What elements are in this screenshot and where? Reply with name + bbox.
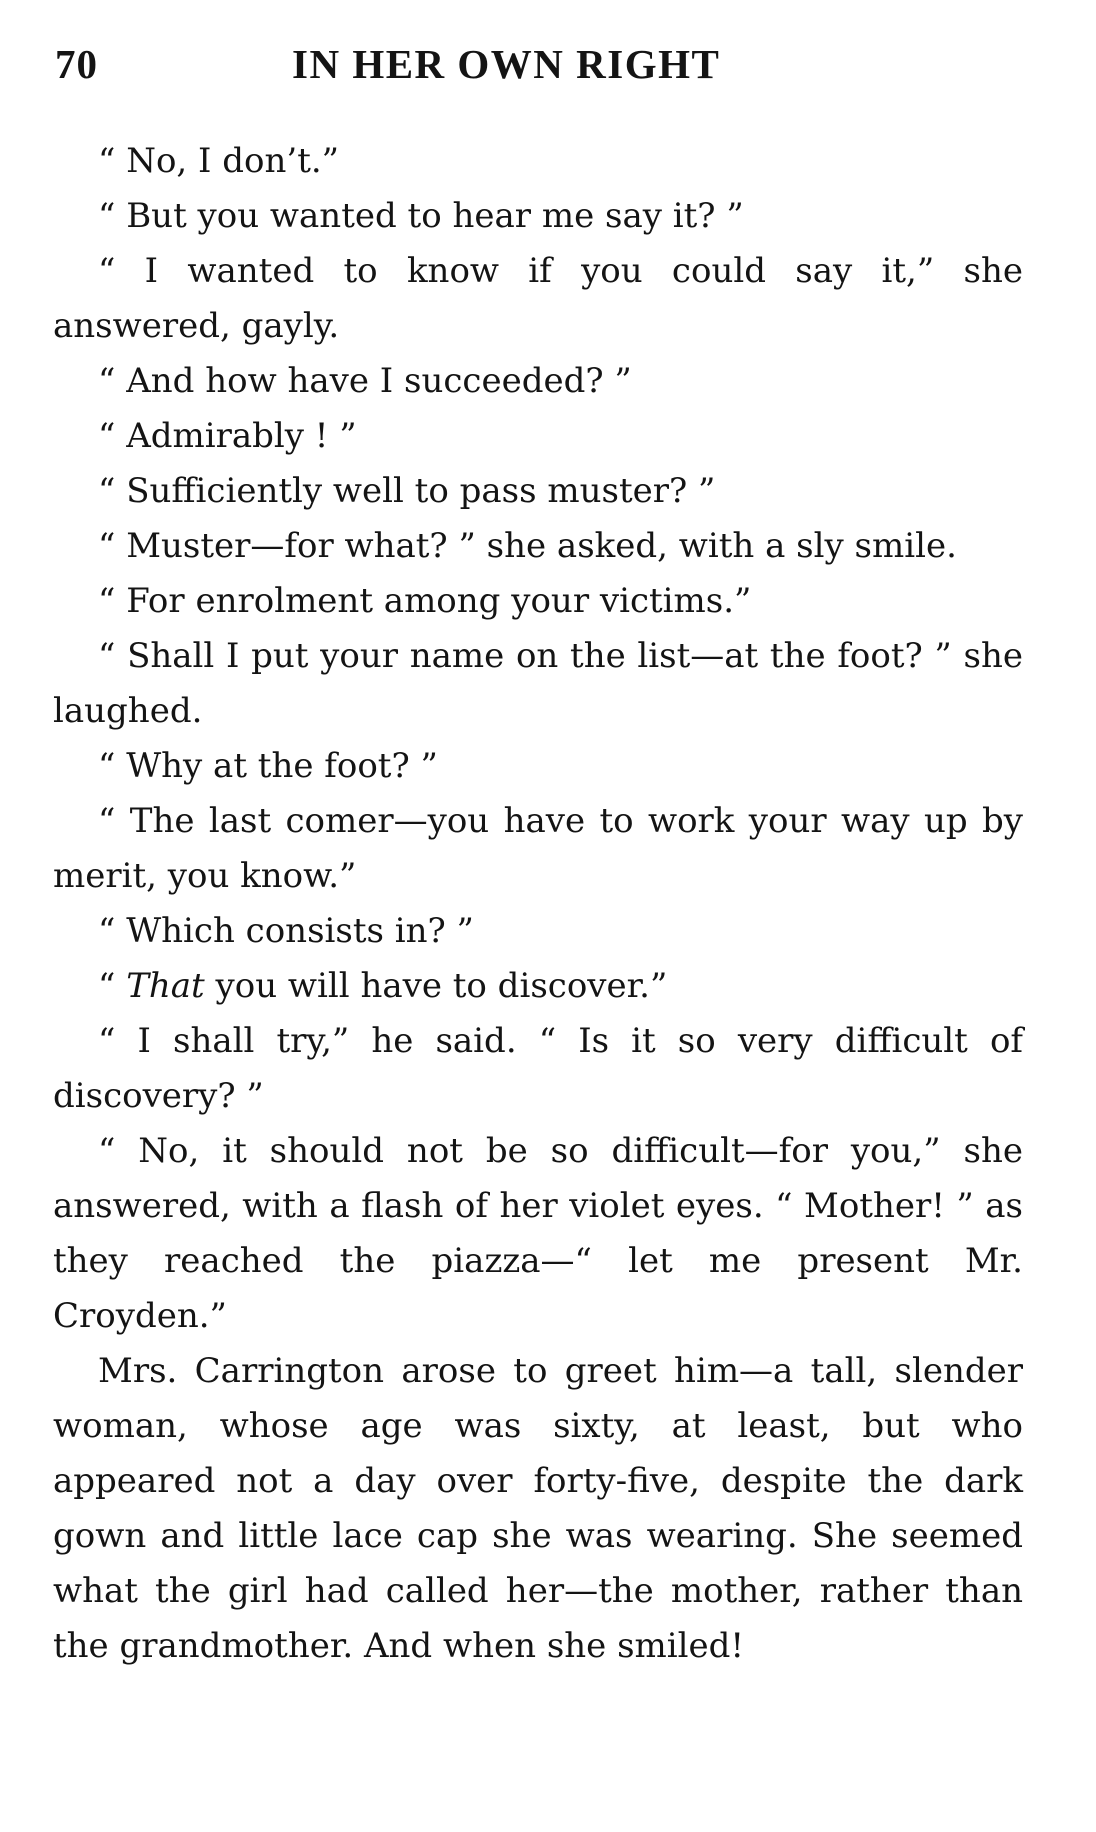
paragraph-7: “ Muster—for what? ” she asked, with a sly smile. — [98, 526, 957, 566]
paragraph-13-rest: you will have to discover.” — [204, 966, 668, 1006]
paragraph-5: “ Admirably ! ” — [98, 416, 357, 456]
paragraph-8: “ For enrolment among your victims.” — [98, 581, 752, 621]
paragraph-2: “ But you wanted to hear me say it? ” — [98, 196, 744, 236]
paragraph-3: “ I wanted to know if you could say it,” she answered, gayly. — [53, 251, 1023, 346]
paragraph-10: “ Why at the foot? ” — [98, 746, 438, 786]
paragraph-16: Mrs. Carrington arose to greet him—a tall, slender woman, whose age was sixty, at least, but who appeared not a day over forty-five, despite the dark gown and little lace cap she was wearing. She seemed what the girl had called her—the mother, rather than the grandmother. And when she smiled! — [53, 1351, 1023, 1666]
page-number: 70 — [55, 41, 98, 87]
running-title: IN HER OWN RIGHT — [292, 41, 721, 87]
paragraph-9: “ Shall I put your name on the list—at the foot? ” she laughed. — [53, 636, 1023, 731]
paragraph-1: “ No, I don’t.” — [98, 141, 340, 181]
paragraph-11: “ The last comer—you have to work your way up by merit, you know.” — [53, 801, 1023, 896]
paragraph-6: “ Sufficiently well to pass muster? ” — [98, 471, 716, 511]
paragraph-15: “ No, it should not be so difficult—for you,” she answered, with a flash of her violet eyes. “ Mother! ” as they reached the piazza—“ let me present Mr. Croyden.” — [53, 1131, 1023, 1336]
paragraph-13-emphasis: That — [126, 966, 205, 1006]
paragraph-13 — [53, 959, 1023, 1014]
running-head — [55, 40, 1020, 96]
paragraph-12: “ Which consists in? ” — [98, 911, 474, 951]
paragraph-13-open: “ — [98, 966, 127, 1006]
paragraph-4: “ And how have I succeeded? ” — [98, 361, 632, 401]
paragraph-14: “ I shall try,” he said. “ Is it so very difficult of discovery? ” — [53, 1021, 1023, 1116]
body-text — [53, 134, 1023, 1674]
